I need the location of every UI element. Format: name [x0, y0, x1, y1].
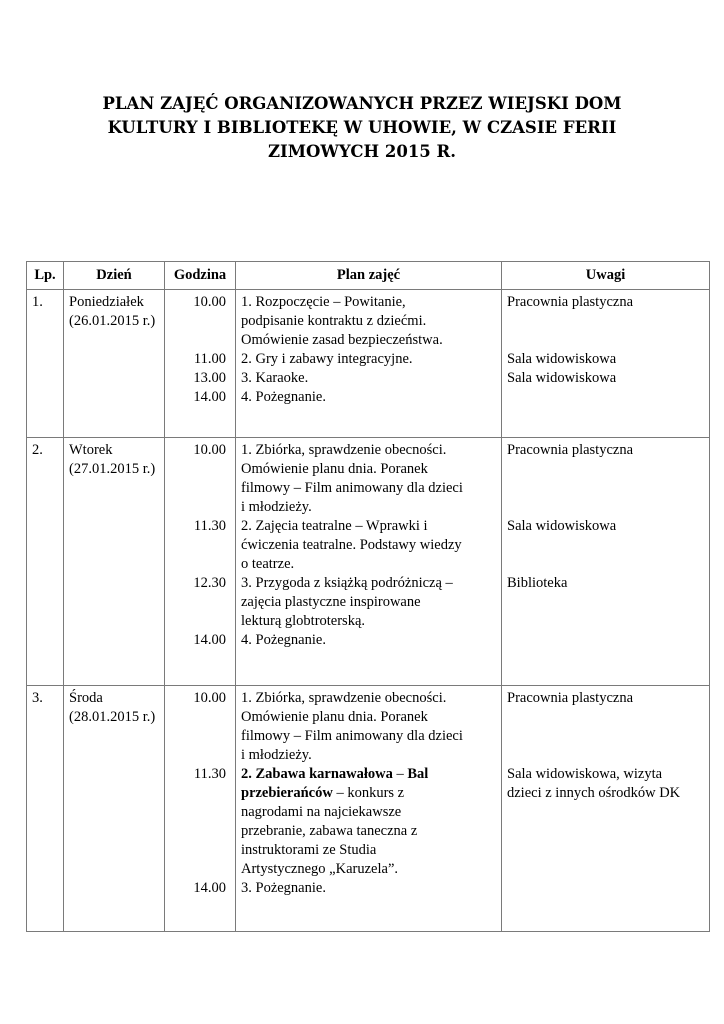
notes-line — [507, 498, 704, 517]
time-value — [170, 612, 230, 631]
time-value — [170, 536, 230, 555]
notes-line — [507, 879, 704, 898]
notes-line: Pracownia plastyczna — [507, 442, 634, 458]
plan-line: przebranie, zabawa taneczna z — [241, 823, 418, 839]
notes-line: Sala widowiskowa — [507, 370, 617, 386]
notes-line: Pracownia plastyczna — [507, 690, 634, 706]
time-value — [170, 746, 230, 765]
plan-line: filmowy – Film animowany dla dzieci — [241, 480, 463, 496]
notes-line: dzieci z innych ośrodków DK — [507, 785, 681, 801]
plan-line: i młodzieży. — [241, 747, 312, 763]
time-value — [170, 593, 230, 612]
plan-line: 4. Pożegnanie. — [241, 632, 326, 648]
time-value — [170, 841, 230, 860]
plan-line: filmowy – Film animowany dla dzieci — [241, 728, 463, 744]
plan-line: Artystycznego „Karuzela”. — [241, 861, 399, 877]
day-name: Środa — [69, 690, 103, 706]
notes-line — [507, 388, 704, 407]
plan-line: Omówienie planu dnia. Poranek — [241, 709, 428, 725]
time-value: 11.30 — [193, 518, 226, 534]
time-value — [170, 784, 230, 803]
time-value: 11.00 — [193, 351, 226, 367]
notes-line — [507, 312, 704, 331]
time-value — [170, 860, 230, 879]
plan-line: zajęcia plastyczne inspirowane — [241, 594, 421, 610]
table-row — [27, 686, 710, 932]
notes-line: Sala widowiskowa — [507, 518, 617, 534]
row-number: 3. — [32, 690, 43, 706]
time-value: 13.00 — [193, 370, 226, 386]
notes-line — [507, 612, 704, 631]
time-value — [170, 555, 230, 574]
plan-bold-title: Bal — [407, 766, 429, 782]
plan-line: 1. Zbiórka, sprawdzenie obecności. — [241, 442, 447, 458]
notes-line — [507, 746, 704, 765]
plan-line — [241, 784, 496, 803]
plan-line — [241, 765, 496, 784]
time-value — [170, 312, 230, 331]
notes-line — [507, 803, 704, 822]
plan-line: i młodzieży. — [241, 499, 312, 515]
time-value — [170, 803, 230, 822]
table-row — [27, 290, 710, 438]
plan-line: Omówienie zasad bezpieczeństwa. — [241, 332, 443, 348]
day-date: (26.01.2015 r.) — [69, 313, 156, 329]
header-time: Godzina — [165, 262, 236, 290]
plan-text: – konkurs z — [332, 785, 405, 801]
notes-line — [507, 460, 704, 479]
plan-line: lekturą globtroterską. — [241, 613, 366, 629]
time-value — [170, 479, 230, 498]
notes-line — [507, 555, 704, 574]
notes-line: Pracownia plastyczna — [507, 294, 634, 310]
notes-line — [507, 631, 704, 650]
row-number: 2. — [32, 442, 43, 458]
time-value — [170, 331, 230, 350]
plan-line: Omówienie planu dnia. Poranek — [241, 461, 428, 477]
plan-line: 1. Zbiórka, sprawdzenie obecności. — [241, 690, 447, 706]
title-line: KULTURY I BIBLIOTEKĘ W UHOWIE, W CZASIE FERII — [107, 118, 617, 137]
table-header-row — [27, 262, 710, 290]
day-name: Poniedziałek — [69, 294, 144, 310]
plan-line: nagrodami na najciekawsze — [241, 804, 402, 820]
notes-line — [507, 536, 704, 555]
notes-line — [507, 822, 704, 841]
document-title — [60, 92, 664, 164]
time-value: 12.30 — [193, 575, 226, 591]
time-value: 14.00 — [193, 389, 226, 405]
time-value: 10.00 — [193, 690, 226, 706]
time-value: 10.00 — [193, 442, 226, 458]
title-line: ZIMOWYCH 2015 R. — [267, 142, 456, 161]
time-value: 11.30 — [193, 766, 226, 782]
notes-line — [507, 331, 704, 350]
plan-bold-title: przebierańców — [241, 785, 333, 801]
plan-line: podpisanie kontraktu z dziećmi. — [241, 313, 427, 329]
plan-line: 1. Rozpoczęcie – Powitanie, — [241, 294, 406, 310]
plan-line: instruktorami ze Studia — [241, 842, 377, 858]
time-value — [170, 498, 230, 517]
header-plan: Plan zajęć — [236, 262, 502, 290]
notes-line — [507, 593, 704, 612]
notes-line — [507, 841, 704, 860]
notes-line: Biblioteka — [507, 575, 568, 591]
time-value: 10.00 — [193, 294, 226, 310]
title-line: PLAN ZAJĘĆ ORGANIZOWANYCH PRZEZ WIEJSKI DOM — [102, 94, 622, 113]
plan-line: 3. Pożegnanie. — [241, 880, 326, 896]
day-date: (28.01.2015 r.) — [69, 709, 156, 725]
plan-line: ćwiczenia teatralne. Podstawy wiedzy — [241, 537, 462, 553]
plan-line: 2. Gry i zabawy integracyjne. — [241, 351, 413, 367]
plan-dash: – — [392, 766, 408, 782]
notes-line: Sala widowiskowa — [507, 351, 617, 367]
plan-line: 2. Zajęcia teatralne – Wprawki i — [241, 518, 428, 534]
notes-line — [507, 708, 704, 727]
plan-bold-title: 2. Zabawa karnawałowa — [241, 766, 393, 782]
notes-line — [507, 479, 704, 498]
header-day: Dzień — [64, 262, 165, 290]
time-value — [170, 727, 230, 746]
plan-line: 3. Przygoda z książką podróżniczą – — [241, 575, 453, 591]
day-date: (27.01.2015 r.) — [69, 461, 156, 477]
time-value: 14.00 — [193, 880, 226, 896]
time-value — [170, 460, 230, 479]
notes-line — [507, 860, 704, 879]
notes-line: Sala widowiskowa, wizyta — [507, 766, 663, 782]
header-notes: Uwagi — [502, 262, 710, 290]
row-number: 1. — [32, 294, 43, 310]
time-value — [170, 708, 230, 727]
plan-line: 3. Karaoke. — [241, 370, 309, 386]
schedule-table — [26, 261, 710, 932]
plan-line: o teatrze. — [241, 556, 295, 572]
day-name: Wtorek — [69, 442, 113, 458]
time-value: 14.00 — [193, 632, 226, 648]
plan-line: 4. Pożegnanie. — [241, 389, 326, 405]
header-lp: Lp. — [27, 262, 64, 290]
table-row — [27, 438, 710, 686]
time-value — [170, 822, 230, 841]
notes-line — [507, 727, 704, 746]
